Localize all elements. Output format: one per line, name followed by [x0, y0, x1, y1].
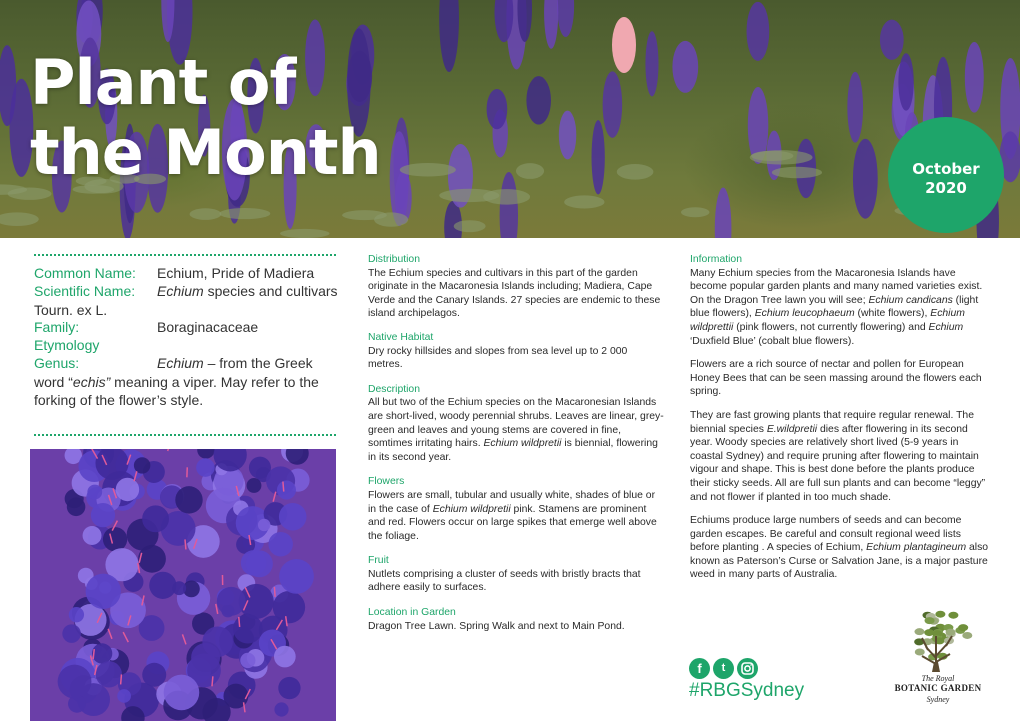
info-p3-b: dies after flowering in its second year. Woody species are relatively short lived (5-9 years in coastal Sydney) and require pruning after flowering to maintain vigour and shape. This is best done before the plants produce their sticky seeds. All are full sun plants and can become “leggy” and not flower if planted in too much shade. — [690, 423, 986, 503]
scientific-name-rest: species and cultivars Tourn. ex L. — [34, 283, 338, 318]
genus-echis: echis” — [72, 373, 111, 390]
divider-bottom — [34, 434, 336, 436]
info-p4-a: Echiums produce large numbers of seeds and can become garden escapes. Be careful and consult regional weed lists before planting . A species of Echium, — [690, 515, 962, 554]
info-p1-species-2: Echium leucophaeum — [754, 308, 855, 320]
information-paragraph-2: Flowers are a rich source of nectar and pollen for European Honey Bees that can be seen massing around the flowers each spring. — [690, 359, 982, 398]
hero-banner — [0, 0, 1020, 238]
logo-line-1: The Royal — [921, 674, 955, 683]
etymology-label: Etymology — [34, 337, 100, 353]
instagram-icon[interactable] — [737, 658, 758, 679]
flowers-text — [368, 489, 664, 543]
echium-closeup-photo — [30, 449, 336, 721]
info-p1-species-4: Echium — [928, 321, 964, 333]
scientific-name-genus: Echium — [157, 283, 204, 299]
genus-text-2: meaning a viper. May refer to the forking of the flower’s style. — [34, 373, 319, 408]
common-name-value: Echium, Pride of Madiera — [157, 265, 315, 281]
page-title — [30, 48, 381, 188]
flowers-species: Echium wildpretii — [432, 503, 511, 515]
family-value: Boraginacaceae — [157, 319, 259, 335]
divider-top — [34, 254, 336, 256]
distribution-text: The Echium species and cultivars in this part of the garden originate in the Macaronesia Islands including; Madiera, Cape Verde and the Canary Islands. 27 species are endemic to these island archipelagos. — [368, 267, 661, 320]
date-badge — [888, 117, 1004, 233]
twitter-icon[interactable]: t — [713, 658, 734, 679]
info-p4-b: also known as Paterson’s Curse or Salvation Jane, is a major pasture weed in many parts of Australia. — [690, 542, 989, 581]
description-species: Echium wildpretii — [483, 438, 562, 450]
hashtag[interactable]: #RBGSydney — [689, 680, 805, 701]
genus-text-1: – from the Greek word “ — [34, 355, 313, 390]
flowers-text-1: Flowers are small, tubular and usually white, shades of blue or in the case of — [368, 489, 656, 515]
description-text-1: All but two of the Echium species on the Macaronesian Islands are short-lived, woody perennial shrubs. Leaves are linear, grey-green and leaves and young stems are covered in fine, somtimes irritating hairs. — [368, 397, 664, 450]
social-links — [689, 658, 769, 680]
information-heading: Information — [690, 254, 742, 265]
location-text: Dragon Tree Lawn. Spring Walk and next to Main Pond. — [368, 620, 625, 632]
info-p1-c: (white flowers), — [854, 308, 931, 320]
details-column-2 — [690, 253, 990, 593]
genus-name: Echium — [157, 355, 204, 371]
year-label: 2020 — [925, 179, 967, 197]
logo-line-2: BOTANIC GARDEN — [894, 683, 982, 693]
info-p3-a: They are fast growing plants that require regular renewal. The biennial species — [690, 409, 974, 435]
fruit-text: Nutlets comprising a cluster of seeds with bristly bracts that adhere easily to surfaces. — [368, 568, 641, 594]
common-name-label: Common Name: — [34, 265, 136, 281]
echium-spike-image — [30, 449, 336, 721]
details-column-1 — [368, 253, 664, 644]
scientific-name-label: Scientific Name: — [34, 283, 136, 299]
facebook-icon[interactable]: f — [689, 658, 710, 679]
info-p1-e: ‘Duxfield Blue’ (cobalt blue flowers). — [690, 335, 855, 347]
family-label: Family: — [34, 319, 80, 335]
information-paragraph-1 — [690, 267, 990, 349]
information-paragraph-4 — [690, 514, 990, 582]
fruit-heading: Fruit — [368, 555, 389, 567]
info-p1-b: (light blue flowers), — [690, 294, 979, 320]
information-paragraph-3 — [690, 409, 990, 504]
scientific-name-value — [34, 282, 339, 319]
info-p1-species-1: Echium candicans — [868, 294, 953, 306]
native-habitat-heading: Native Habitat — [368, 331, 434, 343]
description-heading: Description — [368, 383, 420, 395]
native-habitat-text: Dry rocky hillsides and slopes from sea level up to 2 000 metres. — [368, 345, 628, 371]
title-line-2: the Month — [30, 116, 381, 189]
description-text-2: is biennial, flowering in its second year. — [368, 438, 658, 463]
flowers-heading: Flowers — [368, 476, 405, 488]
genus-value — [34, 354, 339, 410]
info-p1-a: Many Echium species from the Macaronesia Islands have become popular garden plants and many named varieties exist. On the Dragon Tree lawn you will see; — [690, 267, 983, 306]
genus-label: Genus: — [34, 355, 80, 371]
logo-line-3: Sydney — [926, 695, 950, 704]
month-label: October — [912, 160, 980, 178]
info-p3-species: E.wildpretii — [766, 423, 818, 435]
title-line-1: Plant of — [30, 46, 296, 119]
distribution-heading: Distribution — [368, 254, 420, 265]
info-p1-species-3: Echium wildprettii — [690, 308, 965, 333]
flowers-text-2: pink. Stamens are prominent and red. Flowers occur on large spikes that emerge well above the foliage. — [368, 503, 657, 542]
description-text — [368, 396, 664, 464]
location-heading: Location in Garden — [368, 607, 456, 619]
info-p1-d: (pink flowers, not currently flowering) and — [733, 321, 929, 333]
info-p4-species: Echium plantagineum — [866, 542, 967, 554]
